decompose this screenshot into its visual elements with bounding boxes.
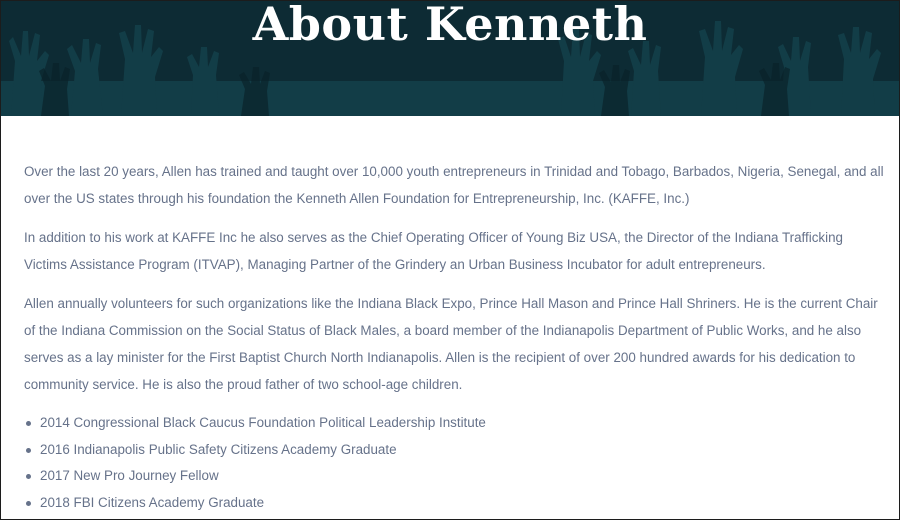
list-item [24,463,886,490]
list-item-text: 2016 Indianapolis Public Safety Citizens Academy Graduate [40,441,397,457]
list-item-text: 2018 FBI Citizens Academy Graduate [40,494,265,510]
list-item-text: 2014 Congressional Black Caucus Foundation Political Leadership Institute [40,415,486,430]
bullet-icon [26,474,31,479]
bio-content [24,158,886,516]
page-title: About Kenneth [252,1,648,51]
bullet-icon [26,421,31,426]
bio-paragraph: Over the last 20 years, Allen has trained and taught over 10,000 youth entrepreneurs in Trinidad and Tobago, Barbados, Nigeria, Senegal, and all over the US states through his foundation the Kenneth Allen Foundation for Entrepreneurship, Inc. (KAFFE, Inc.) [24,164,884,206]
bio-paragraph: In addition to his work at KAFFE Inc he also serves as the Chief Operating Officer of Young Biz USA, the Director of the Indiana Trafficking Victims Assistance Program (ITVAP), Managing Partner of the Grindery an Urban Business Incubator for adult entrepreneurs. [24,230,843,272]
bullet-icon [26,501,31,506]
hero-banner [1,1,899,116]
bullet-icon [26,448,31,453]
list-item-text: 2017 New Pro Journey Fellow [40,468,219,483]
list-item [24,410,886,437]
list-item [24,490,886,517]
list-item [24,437,886,464]
achievements-list [24,410,886,516]
bio-paragraph: Allen annually volunteers for such organizations like the Indiana Black Expo, Prince Hall Mason and Prince Hall Shriners. He is the current Chair of the Indiana Commission on the Social Status of Black Males, a board member of the Indianapolis Department of Public Works, and he also serves as a lay minister for the First Baptist Church North Indianapolis. Allen is the recipient of over 200 hundred awards for his dedication to community service. He is also the proud father of two school-age children. [24,296,878,392]
